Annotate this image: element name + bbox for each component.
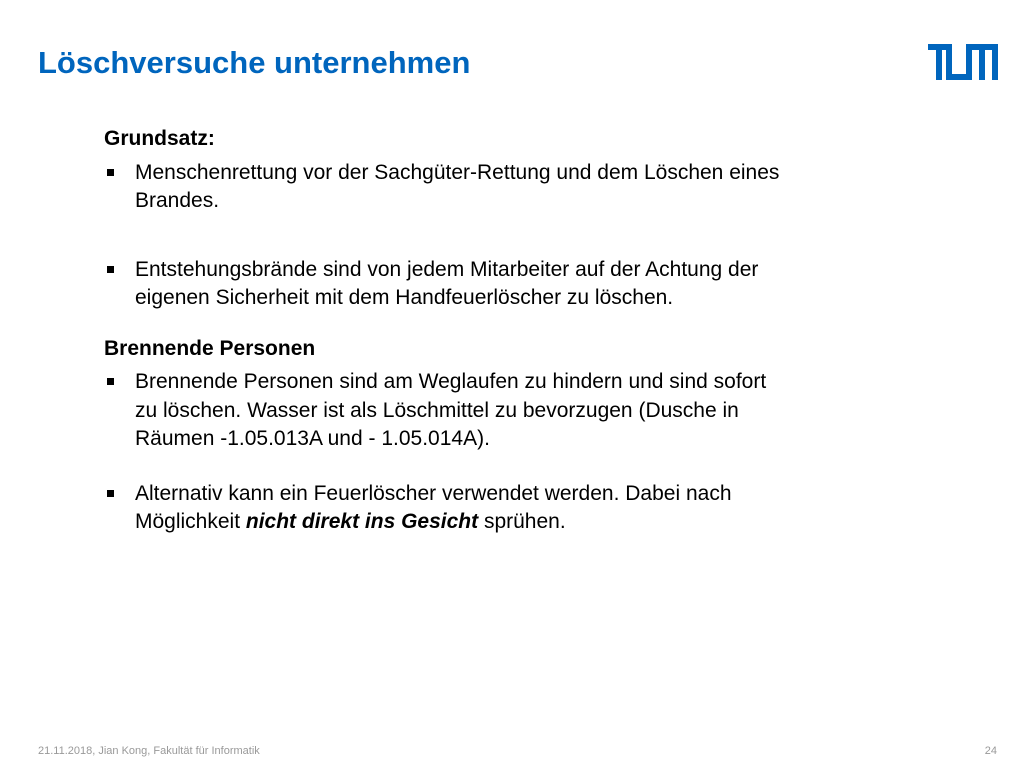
square-bullet-icon [107,169,114,176]
bullet-list [104,159,784,313]
section-heading: Brennende Personen [104,336,316,360]
slide-title: Löschversuche unternehmen [38,45,471,80]
page-number: 24 [984,745,997,757]
section-grundsatz [104,125,784,313]
footer-text: 21.11.2018, Jian Kong, Fakultät für Informatik [38,745,260,757]
square-bullet-icon [107,490,114,497]
slide-content [104,125,784,577]
bullet-text: Entstehungsbrände sind von jedem Mitarbeiter auf der Achtung der eigenen Sicherheit mit dem Handfeuerlöscher zu löschen. [135,257,759,309]
bullet-text: Menschenrettung vor der Sachgüter-Rettung und dem Löschen eines Brandes. [135,160,780,212]
list-item [104,159,784,216]
section-heading: Grundsatz: [104,127,215,150]
bullet-text-after: sprühen. [478,510,566,533]
bullet-emphasis: nicht direkt ins Gesicht [245,510,479,533]
tum-logo [928,44,998,80]
list-item [104,480,784,537]
bullet-list [104,368,784,537]
section-brennende-personen [104,335,784,537]
square-bullet-icon [107,378,114,385]
square-bullet-icon [107,266,114,273]
list-item [104,368,784,454]
list-item [104,256,784,313]
bullet-text-before: Alternativ kann ein Feuerlöscher verwendet werden. Dabei nach Möglichkeit [135,481,732,533]
bullet-text: Brennende Personen sind am Weglaufen zu hindern und sind sofort zu löschen. Wasser ist als Löschmittel zu bevorzugen (Dusche in Räumen -1.05.013A und - 1.05.014A). [135,370,767,450]
